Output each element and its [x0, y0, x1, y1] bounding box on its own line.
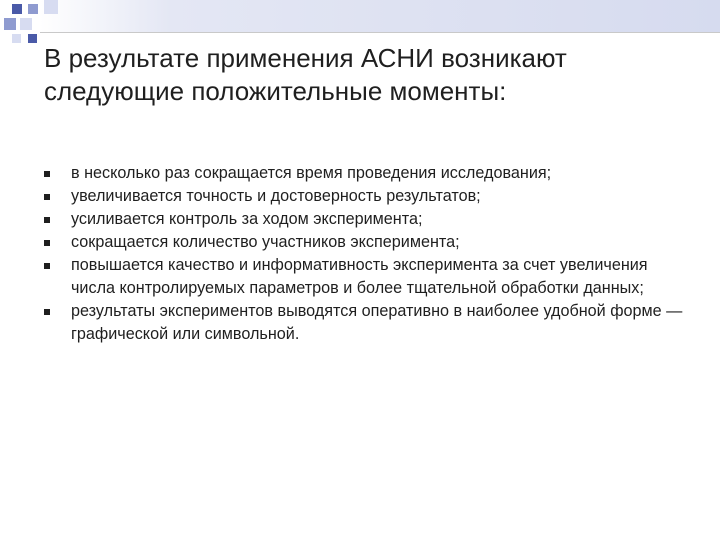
bullet-text: результаты экспериментов выводятся оперативно в наиболее удобной форме — графической или символьной. — [71, 302, 683, 343]
header-band — [0, 0, 720, 32]
title-divider — [40, 32, 720, 33]
decor-square-icon — [12, 4, 22, 14]
decor-square-icon — [4, 18, 16, 30]
decor-square-icon — [20, 18, 32, 30]
slide-title: В результате применения АСНИ возникают следующие положительные моменты: — [44, 43, 567, 106]
list-item — [44, 162, 684, 185]
square-bullet-icon — [44, 171, 50, 177]
bullet-text: повышается качество и информативность эксперимента за счет увеличения числа контролируемых параметров и более тщательной обработки данных; — [71, 256, 648, 297]
square-bullet-icon — [44, 194, 50, 200]
decor-square-icon — [28, 34, 37, 43]
square-bullet-icon — [44, 263, 50, 269]
list-item — [44, 185, 684, 208]
list-item — [44, 231, 684, 254]
square-bullet-icon — [44, 217, 50, 223]
bullet-list — [44, 162, 684, 346]
bullet-text: усиливается контроль за ходом эксперимента; — [71, 210, 423, 228]
bullet-text: увеличивается точность и достоверность результатов; — [71, 187, 481, 205]
decor-square-icon — [28, 4, 38, 14]
list-item — [44, 208, 684, 231]
bullet-text: в несколько раз сокращается время проведения исследования; — [71, 164, 552, 182]
bullet-text: сокращается количество участников эксперимента; — [71, 233, 460, 251]
square-bullet-icon — [44, 240, 50, 246]
list-item — [44, 254, 684, 300]
list-item — [44, 300, 684, 346]
decor-square-icon — [12, 34, 21, 43]
square-bullet-icon — [44, 309, 50, 315]
decor-square-icon — [44, 0, 58, 14]
